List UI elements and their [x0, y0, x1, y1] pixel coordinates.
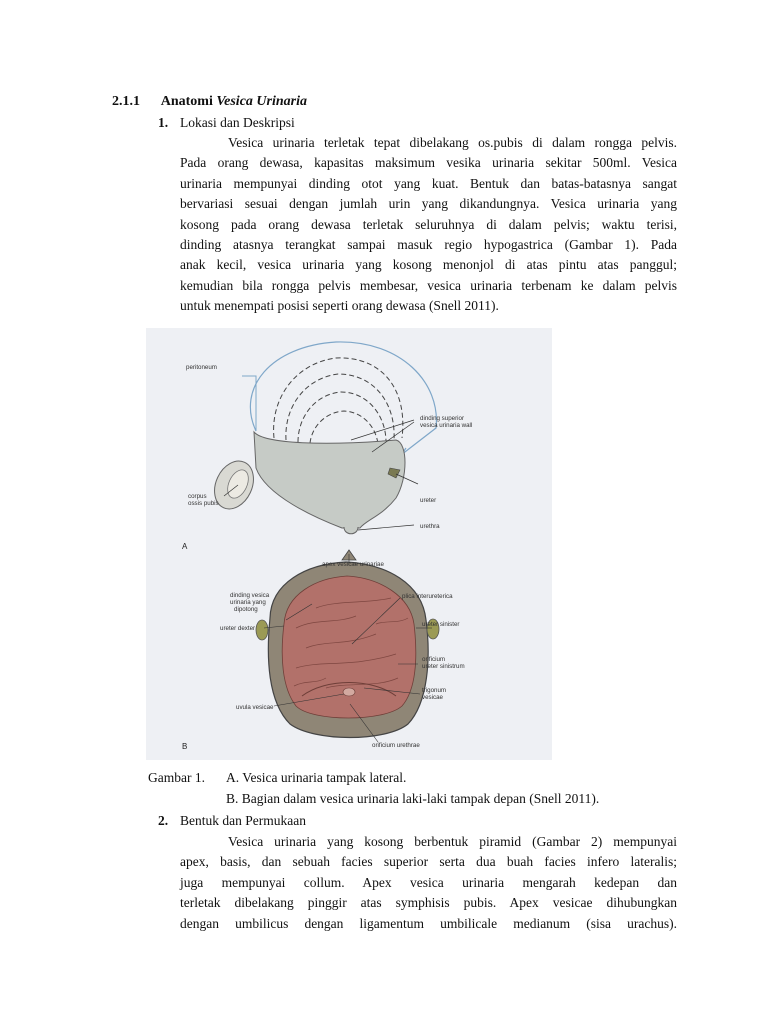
subheading-1: [158, 115, 295, 131]
label-trigonum-line1: trigonum: [422, 687, 447, 694]
label-trigonum-line2: vesicae: [422, 694, 443, 701]
subheading-2-number: 2.: [158, 813, 169, 828]
caption-line1: A. Vesica urinaria tampak lateral.: [226, 770, 407, 785]
label-plica: plica interureterica: [402, 593, 453, 600]
paragraph-line: kemudian bila rongga pelvis membesar, vesica urinaria terbenam ke dalam pelvis: [180, 277, 677, 293]
label-ureter: ureter: [420, 497, 437, 504]
label-orificium-line1: orificium: [422, 656, 446, 663]
paragraph-line: untuk menempati posisi seperti orang dewasa (Snell 2011).: [180, 298, 499, 314]
anatomy-figure: [146, 328, 552, 760]
subheading-2-title: Bentuk dan Permukaan: [180, 813, 306, 828]
subheading-1-title: Lokasi dan Deskripsi: [180, 115, 295, 130]
label-wall-line2: vesica urinaria wall: [420, 422, 473, 429]
label-corpus-line2: ossis pubis: [188, 500, 219, 507]
label-orificium-line2: ureter sinistrum: [422, 663, 465, 670]
paragraph-line: terletak dibelakang pinggir atas symphisis pubis. Apex vesicae dihubungkan: [180, 895, 677, 911]
panel-b-letter: B: [182, 742, 188, 751]
label-apex: apex vesicae urinariae: [322, 561, 384, 568]
section-heading: [112, 94, 307, 110]
ureter-dexter-shape: [256, 620, 268, 640]
paragraph-line: anak kecil, vesica urinaria yang kosong menonjol di atas pintu atas panggul;: [180, 257, 677, 273]
paragraph-1: [180, 133, 677, 317]
label-dinding-line3: dipotong: [234, 606, 258, 613]
label-urethra: urethra: [420, 523, 440, 530]
paragraph-line: urinaria mempunyai dinding otot yang kuat. Bentuk dan batas-batasnya sangat: [180, 175, 677, 191]
label-dinding-line1: dinding vesica: [230, 592, 270, 599]
subheading-2: [158, 813, 306, 829]
heading-number: 2.1.1: [112, 94, 140, 109]
subheading-1-number: 1.: [158, 115, 169, 130]
label-ureter-sinister: ureter sinister: [422, 621, 460, 628]
label-orificium-urethrae: orificium urethrae: [372, 742, 420, 749]
paragraph-line: Vesica urinaria terletak tepat dibelakang os.pubis di dalam rongga pelvis.: [228, 135, 677, 150]
label-peritoneum: peritoneum: [186, 364, 217, 371]
panel-a-letter: A: [182, 542, 188, 551]
label-dinding-line2: urinaria yang: [230, 599, 266, 606]
caption-line2: B. Bagian dalam vesica urinaria laki-laki tampak depan (Snell 2011).: [226, 791, 600, 806]
paragraph-line: apex, basis, dan sebuah facies superior serta dua buah facies infero lateralis;: [180, 854, 677, 870]
paragraph-line: Pada orang dewasa, kapasitas maksimum vesika urinaria sekitar 500ml. Vesica: [180, 155, 677, 171]
label-ureter-dexter: ureter dexter: [220, 625, 256, 632]
paragraph-line: Vesica urinaria yang kosong berbentuk piramid (Gambar 2) mempunyai: [228, 834, 677, 849]
label-uvula: uvula vesicae: [236, 704, 274, 711]
label-wall-line1: dinding superior: [420, 415, 465, 422]
paragraph-line: kosong pada orang dewasa terletak seluruhnya di dalam pelvis; waktu terisi,: [180, 216, 677, 232]
label-corpus-line1: corpus: [188, 493, 207, 500]
paragraph-line: dengan umbilicus dengan ligamentum umbilicale medianum (sisa urachus).: [180, 915, 677, 931]
paragraph-line: bervariasi sesuai dengan jumlah urin yang dikandungnya. Vesica urinaria yang: [180, 196, 677, 212]
bladder-mucosa: [282, 576, 416, 718]
paragraph-line: juga mempunyai collum. Apex vesica urinaria mengarah kedepan dan: [180, 874, 677, 890]
heading-title-italic: Vesica Urinaria: [216, 94, 307, 109]
paragraph-line: dinding atasnya terangkat sampai masuk regio hypogastrica (Gambar 1). Pada: [180, 236, 677, 252]
caption-label: Gambar 1.: [148, 770, 205, 785]
heading-title-plain: Anatomi: [160, 94, 213, 109]
uvula-shape: [343, 688, 355, 696]
paragraph-2: [180, 832, 677, 934]
